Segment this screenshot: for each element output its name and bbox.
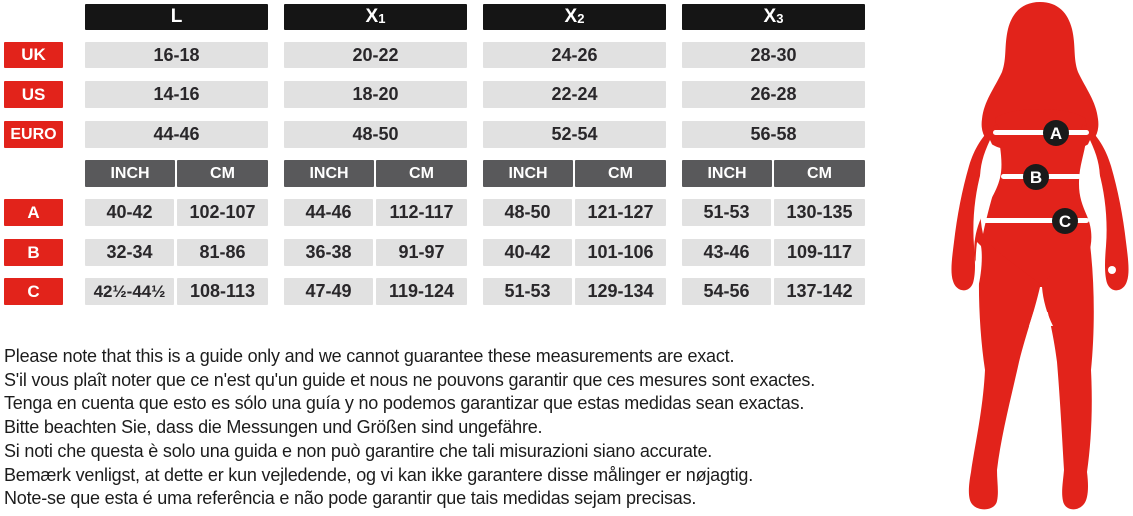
inch-value: 51-53: [682, 199, 771, 226]
unit-header-inch: INCH: [682, 160, 772, 187]
us-size-cell: 14-16: [85, 81, 268, 108]
table-row-uk: [4, 42, 881, 68]
us-size-cell: 22-24: [483, 81, 666, 108]
size-header-sub: 3: [776, 11, 784, 26]
size-header-x3: [682, 4, 865, 30]
size-header-x1: [284, 4, 467, 30]
us-size-cell: 26-28: [682, 81, 865, 108]
unit-header-group: [85, 160, 268, 187]
euro-size-cell: 48-50: [284, 121, 467, 148]
inch-value: 40-42: [483, 239, 572, 266]
us-size-cell: 18-20: [284, 81, 467, 108]
cm-value: 119-124: [376, 278, 467, 305]
measure-cell-group: [682, 278, 865, 305]
cm-value: 91-97: [376, 239, 467, 266]
header-spacer: [4, 4, 63, 30]
header-spacer: [4, 160, 63, 187]
unit-header-row: [4, 160, 881, 187]
uk-size-cell: 16-18: [85, 42, 268, 68]
unit-header-group: [284, 160, 467, 187]
cm-value: 81-86: [177, 239, 268, 266]
note-spanish: Tenga en cuenta que esto es sólo una guía y no podemos garantizar que estas medidas sean exactas.: [4, 393, 805, 414]
unit-header-cm: CM: [575, 160, 666, 187]
cm-value: 112-117: [376, 199, 467, 226]
note-french: S'il vous plaît noter que ce n'est qu'un guide et nous ne pouvons garantir que ces mesures sont exactes.: [4, 369, 816, 390]
cm-value: 130-135: [774, 199, 865, 226]
unit-header-group: [682, 160, 865, 187]
measure-cell-group: [284, 239, 467, 266]
marker-c-label: C: [1058, 212, 1072, 231]
cm-value: 121-127: [575, 199, 666, 226]
size-header-main: L: [170, 6, 183, 27]
row-label-b: B: [4, 239, 63, 266]
measure-cell-group: [85, 278, 268, 305]
euro-size-cell: 44-46: [85, 121, 268, 148]
right-hand-gap: [1098, 242, 1104, 288]
thumb-gap: [1108, 266, 1116, 274]
measure-cell-group: [483, 278, 666, 305]
unit-header-inch: INCH: [284, 160, 374, 187]
size-header-sub: 1: [378, 11, 386, 26]
inch-value: 48-50: [483, 199, 572, 226]
note-english: Please note that this is a guide only and we cannot guarantee these measurements are exact.: [4, 346, 735, 366]
unit-header-inch: INCH: [85, 160, 175, 187]
measure-cell-group: [85, 239, 268, 266]
size-header-row: [4, 4, 881, 30]
note-italian: Si noti che questa è solo una guida e non può garantire che tali misurazioni siano accurate.: [4, 440, 713, 461]
cm-value: 109-117: [774, 239, 865, 266]
row-label-euro: EURO: [4, 121, 63, 148]
row-label-us: US: [4, 81, 63, 108]
unit-header-cm: CM: [376, 160, 467, 187]
measure-cell-group: [682, 199, 865, 226]
row-label-uk: UK: [4, 42, 63, 68]
size-header-l: [85, 4, 268, 30]
unit-header-inch: INCH: [483, 160, 573, 187]
table-row-c: [4, 278, 881, 305]
cm-value: 137-142: [774, 278, 865, 305]
bust-line: [993, 130, 1089, 135]
uk-size-cell: 28-30: [682, 42, 865, 68]
table-row-euro: [4, 121, 881, 148]
row-label-a: A: [4, 199, 63, 226]
inch-value: 36-38: [284, 239, 373, 266]
cm-value: 129-134: [575, 278, 666, 305]
uk-size-cell: 24-26: [483, 42, 666, 68]
size-header-main: X: [763, 6, 777, 27]
measure-cell-group: [483, 239, 666, 266]
measure-cell-group: [284, 278, 467, 305]
uk-size-cell: 20-22: [284, 42, 467, 68]
row-label-c: C: [4, 278, 63, 305]
note-german: Bitte beachten Sie, dass die Messungen und Größen sind ungefähre.: [4, 417, 543, 438]
inch-value: 43-46: [682, 239, 771, 266]
table-row-us: [4, 81, 881, 108]
table-row-a: [4, 199, 881, 226]
inch-value: 51-53: [483, 278, 572, 305]
inch-value: 42½-44½: [85, 278, 174, 305]
unit-header-cm: CM: [774, 160, 865, 187]
cm-value: 108-113: [177, 278, 268, 305]
note-danish: Bemærk venligst, at dette er kun vejledende, og vi kan ikke garantere disse målinger er nøjagtig.: [4, 464, 754, 485]
unit-header-cm: CM: [177, 160, 268, 187]
euro-size-cell: 52-54: [483, 121, 666, 148]
body-silhouette-figure: [923, 0, 1133, 516]
cm-value: 102-107: [177, 199, 268, 226]
inch-value: 47-49: [284, 278, 373, 305]
size-header-sub: 2: [577, 11, 585, 26]
size-header-main: X: [365, 6, 379, 27]
measure-cell-group: [85, 199, 268, 226]
measure-cell-group: [483, 199, 666, 226]
size-header-x2: [483, 4, 666, 30]
unit-header-group: [483, 160, 666, 187]
cm-value: 101-106: [575, 239, 666, 266]
marker-a-label: A: [1049, 124, 1063, 143]
marker-b-label: B: [1029, 168, 1043, 187]
inch-value: 44-46: [284, 199, 373, 226]
size-header-main: X: [564, 6, 578, 27]
inch-value: 54-56: [682, 278, 771, 305]
disclaimer-notes: [4, 345, 815, 511]
inch-value: 32-34: [85, 239, 174, 266]
measure-cell-group: [682, 239, 865, 266]
measure-cell-group: [284, 199, 467, 226]
euro-size-cell: 56-58: [682, 121, 865, 148]
table-row-b: [4, 239, 881, 266]
note-portuguese: Note-se que esta é uma referência e não pode garantir que tais medidas sejam precisas.: [4, 488, 697, 509]
inch-value: 40-42: [85, 199, 174, 226]
